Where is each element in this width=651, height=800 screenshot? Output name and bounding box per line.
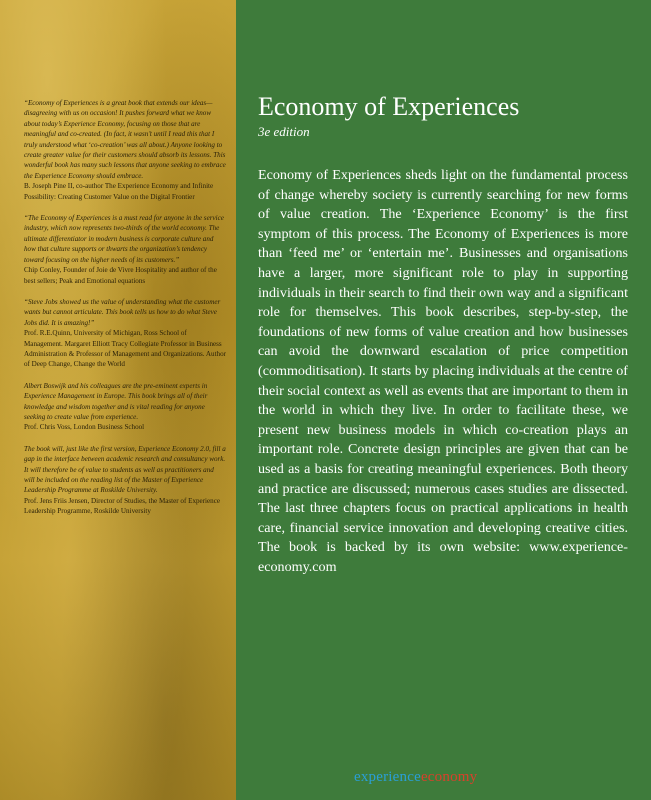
quote-text-continued: It will therefore be of value to students as well as practitioners and will be included on the reading list of the Master of Experience Leadership Programme at Roskilde University. (24, 465, 214, 495)
description-panel (236, 0, 651, 800)
quote-2 (24, 213, 226, 286)
quote-1 (24, 98, 226, 202)
logo-part-experience: experience (354, 769, 421, 785)
quote-5 (24, 444, 226, 517)
book-title: Economy of Experiences (258, 92, 520, 121)
book-description: Economy of Experiences sheds light on the fundamental process of change whereby society is currently searching for new forms of value creation. The ‘Experience Economy’ is the first symptom of this process. The Economy of Experiences is more than ‘feed me’ or ‘entertain me’. Businesses and organisations have a larger, more significant role to play in supporting individuals in their search to find their own way and a significant role for themselves. This book describes, step-by-step, the foundations of new forms of value creation and how businesses can avoid the downward escalation of price competition (commoditisation). It starts by placing individuals at the centre of their social context as well as events that are important to them in the world in which they live. In order to facilitate these, we present new business models in which co-creation plays an important role. Concrete design principles are given that can be used as a basis for creating meaningful experiences. Both theory and practice are discussed; numerous cases studies are dissected. The last three chapters focus on practical applications in health care, financial service innovation and developing creative cities. The book is backed by its own website: www.experience-economy.com (258, 167, 628, 575)
quote-text: “Steve Jobs showed us the value of understanding what the customer wants but cannot articulate. This book tells us how to do what Steve Jobs did. It is amazing!” (24, 297, 221, 327)
quote-text: The book will, just like the first version, Experience Economy 2.0, fill a gap in the interface between academic research and consultancy work. (24, 444, 226, 464)
quote-author: B. Joseph Pine II, co-author The Experience Economy and Infinite Possibility: Creating Customer Value on the Digital Frontier (24, 182, 214, 201)
quote-author: Chip Conley, Founder of Joie de Vivre Hospitality and author of the best sellers; Peak and Emotional equations (24, 266, 217, 285)
quote-3 (24, 297, 226, 370)
quotes-panel (0, 0, 236, 800)
quote-4 (24, 381, 226, 433)
logo-part-economy: economy (420, 769, 478, 785)
edition-label: 3e edition (258, 124, 310, 139)
quote-author: Prof. R.E.Quinn, University of Michigan, Ross School of Management. Margaret Elliott Tracy Collegiate Professor in Business Administration & Professor of Management and Organizations. Author of Deep Change, Change the World (24, 329, 227, 369)
quote-author: Prof. Jens Friis Jensen, Director of Studies, the Master of Experience Leadership Programme, Roskilde University (24, 496, 221, 516)
quote-text: Albert Boswijk and his colleagues are the pre-eminent experts in Experience Management in Europe. This book brings all of their knowledge and wisdom together and is vital reading for anyone seeking to create value from experience. (24, 381, 208, 421)
quote-author: Prof. Chris Voss, London Business School (24, 423, 145, 432)
publisher-logo (354, 769, 477, 786)
quote-text: “The Economy of Experiences is a must read for anyone in the service industry, which now represents two-thirds of the world economy. The ultimate differentiator in modern business is corporate culture and how that culture supports or thwarts the organization’s tendency toward focusing on the higher needs of its customers.” (24, 214, 224, 264)
quote-text: “Economy of Experiences is a great book that extends our ideas—disagreeing with us on occasion! It pushes forward what we know about today’s Experience Economy, focusing on those that are meaningful and co-created. (In fact, it wasn’t until I read this that I truly understood what ‘co-creation’ was all about.) Anyone looking to create greater value for their customers should absorb its lessons. This wonderful book has many such lessons that anyone seeking to embrace the Experience Economy should embrace. (24, 99, 226, 180)
